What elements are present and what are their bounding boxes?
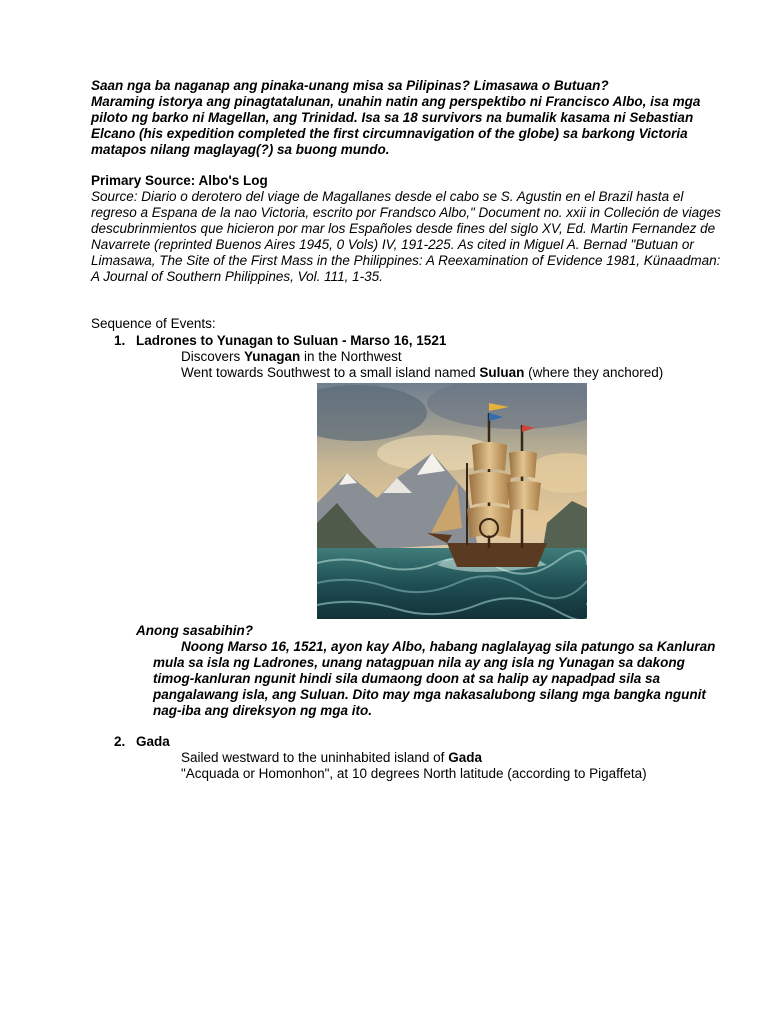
answer-paragraph: Noong Marso 16, 1521, ayon kay Albo, habang naglalayag sila patungo sa Kanluran mula sa isla ng Ladrones, unang natagpuan nila ay ang isla ng Yunagan sa dakong timog-kanluran ngunit hindi sila dumaong doon at sa halip ay napadpad sila sa pangalawang isla, ang Suluan. Dito may mga nakasalubong silang mga bangka ngunit nag-iba ang direksyon ng mga ito. [153,639,716,718]
event-2-detail-1: Sailed westward to the uninhabited island of Gada [181,750,482,765]
event-2-detail-2: "Acquada or Homonhon", at 10 degrees North latitude (according to Pigaffeta) [181,766,647,781]
intro-question: Saan nga ba naganap ang pinaka-unang misa sa Pilipinas? Limasawa o Butuan? [91,78,609,93]
place-yunagan: Yunagan [244,349,301,364]
sequence-heading: Sequence of Events: [91,316,216,331]
intro-body: Maraming istorya ang pinagtatalunan, unahin natin ang perspektibo ni Francisco Albo, isa mga piloto ng barko ni Magellan, ang Trinidad. Isa sa 18 survivors na bumalik kasama ni Sebastian Elcano (his expedition completed the first circumnavigation of the globe) sa barkong Victoria matapos nilang maglayag(?) sa buong mundo. [91,94,701,157]
place-gada: Gada [448,750,482,765]
primary-source-citation: Source: Diario o derotero del viage de Magallanes desde el cabo se S. Agustin en el Brazil hasta el regreso a Espana de la nao Victoria, escrito por Frandsco Albo," Document no. xxii in Colleción de viages descubrinmientos que hicieron por mar los Españoles desde fines del siglo XV, Ed. Martin Fernandez de Navarrete (reprinted Buenos Aires 1945, 0 Vols) IV, 191-225. As cited in Miguel A. Bernad "Butuan or Limasawa, The Site of the First Mass in the Philippines: A Reexamination of Evidence 1981, Künaadman: A Journal of Southern Philippines, Vol. 111, 1-35. [91,189,721,284]
event-2-number: 2. [114,734,126,749]
intro-paragraph [91,78,731,158]
place-suluan: Suluan [479,365,525,380]
primary-source-heading: Primary Source: Albo's Log [91,173,268,188]
event-1-title: Ladrones to Yunagan to Suluan - Marso 16, 1521 [136,333,447,348]
sailing-ship-image [317,383,587,619]
question-label: Anong sasabihin? [136,623,254,638]
event-1-detail-2: Went towards Southwest to a small island named Suluan (where they anchored) [181,365,664,380]
event-2-title: Gada [136,734,170,749]
event-1-number: 1. [114,333,126,348]
event-1-detail-1: Discovers Yunagan in the Northwest [181,349,402,364]
